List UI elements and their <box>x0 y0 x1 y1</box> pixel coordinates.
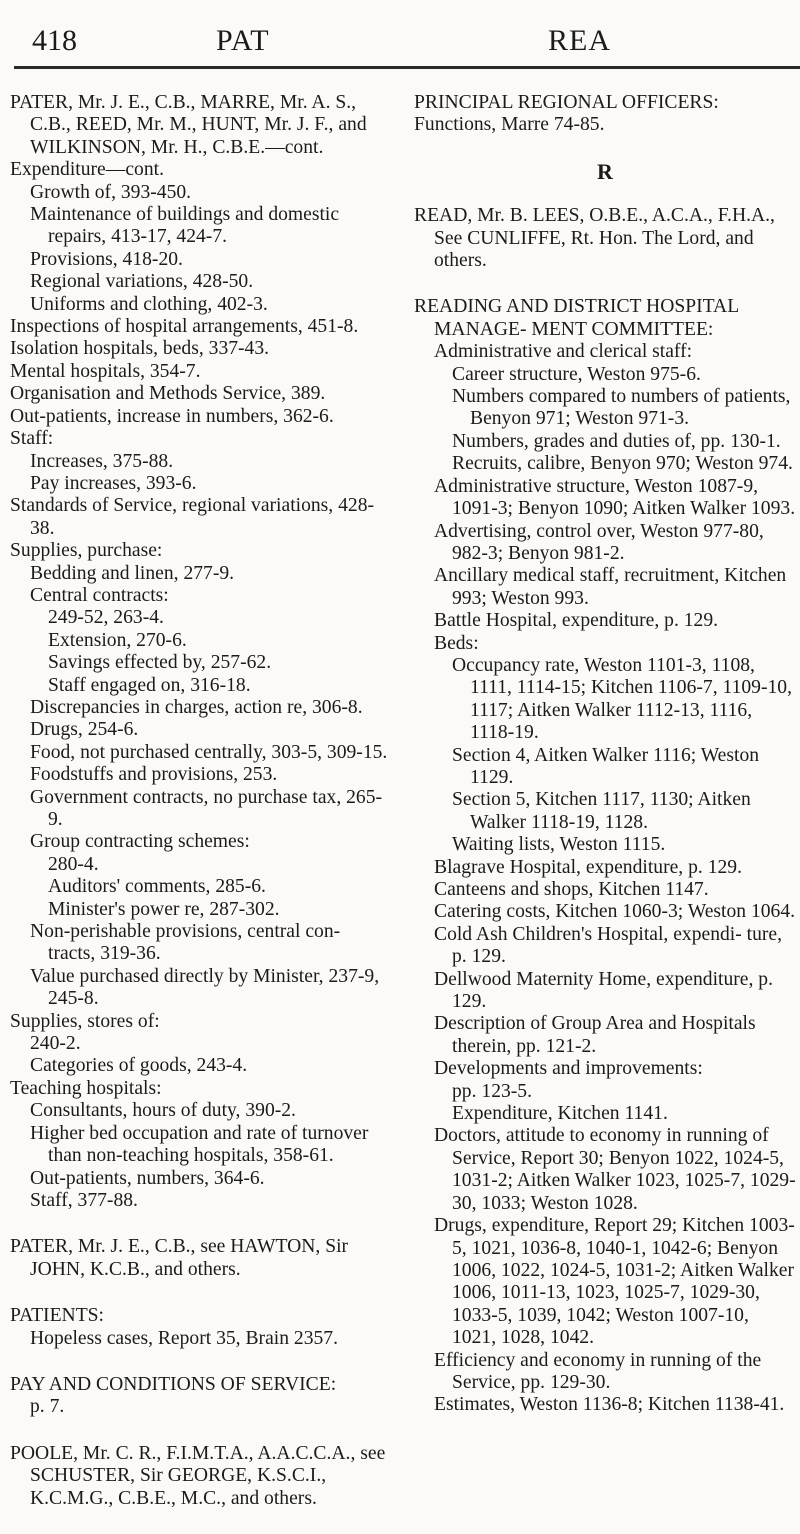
entry-heading: PAY AND CONDITIONS OF SERVICE: <box>10 1373 337 1395</box>
index-line: Teaching hospitals: <box>10 1077 162 1099</box>
index-line: Staff: <box>10 428 54 450</box>
index-line: Discrepancies in charges, action re, 306-8. <box>30 696 363 718</box>
index-line: Drugs, expenditure, Report 29; Kitchen 1003-5, 1021, 1036-8, 1040-1, 1042-6; Benyon 1006, 1022, 1024-5, 1031-2; Aitken Walker 1006, 1011-13, 1023, 1025-7, 1029-30, 1033-5, 1039, 1042; Weston 1007-10, 1021, 1028, 1042. <box>434 1215 795 1349</box>
index-line: Food, not purchased centrally, 303-5, 309-15. <box>30 741 388 763</box>
index-line: Growth of, 393-450. <box>30 181 192 203</box>
entry-text: READ, Mr. B. LEES, O.B.E., A.C.A., F.H.A., See CUNLIFFE, Rt. Hon. The Lord, and others. <box>414 205 775 272</box>
index-line: Savings effected by, 257-62. <box>48 652 272 674</box>
index-line: PATER, Mr. J. E., C.B., MARRE, Mr. A. S., C.B., REED, Mr. M., HUNT, Mr. J. F., and WILKINSON, Mr. H., C.B.E.—cont. <box>10 92 367 158</box>
index-line: Organisation and Methods Service, 389. <box>10 383 326 405</box>
section-letter: R <box>597 158 613 184</box>
index-line: Isolation hospitals, beds, 337-43. <box>10 338 270 360</box>
right-guide-word: REA <box>548 24 611 57</box>
index-line: Bedding and linen, 277-9. <box>30 562 235 584</box>
index-entry-poole <box>10 1443 388 1510</box>
index-line: Out-patients, increase in numbers, 362-6. <box>10 405 334 427</box>
index-line: 249-52, 263-4. <box>48 607 164 629</box>
index-line: Occupancy rate, Weston 1101-3, 1108, 1111, 1114-15; Kitchen 1106-7, 1109-10, 1117; Aitken Walker 1112-13, 1116, 1118-19. <box>452 654 792 744</box>
right-column <box>414 92 796 1441</box>
index-line: Administrative structure, Weston 1087-9, 1091-3; Benyon 1090; Aitken Walker 1093. <box>434 475 796 520</box>
index-line: Government contracts, no purchase tax, 265-9. <box>30 786 383 830</box>
index-line: Extension, 270-6. <box>48 629 187 651</box>
index-line: Standards of Service, regional variations, 428-38. <box>10 495 375 539</box>
index-line: Staff engaged on, 316-18. <box>48 674 251 696</box>
index-entry-reading <box>414 296 796 1416</box>
index-line: Categories of goods, 243-4. <box>30 1055 248 1077</box>
left-guide-word: PAT <box>216 24 270 57</box>
index-entry-read <box>414 205 796 272</box>
index-line: Beds: <box>434 632 479 654</box>
index-line: 240-2. <box>30 1033 81 1055</box>
index-line: Uniforms and clothing, 402-3. <box>30 293 268 315</box>
index-line: Estimates, Weston 1136-8; Kitchen 1138-41. <box>434 1394 785 1416</box>
index-line: Pay increases, 393-6. <box>30 472 197 494</box>
index-line: Supplies, purchase: <box>10 540 163 562</box>
index-line: Mental hospitals, 354-7. <box>10 360 201 382</box>
entry-text: POOLE, Mr. C. R., F.I.M.T.A., A.A.C.C.A., see SCHUSTER, Sir GEORGE, K.S.C.I., K.C.M.G., C.B.E., M.C., and others. <box>10 1442 386 1509</box>
index-line: Regional variations, 428-50. <box>30 271 254 293</box>
index-line: Drugs, 254-6. <box>30 719 139 741</box>
index-line: Provisions, 418-20. <box>30 248 183 270</box>
index-line: Advertising, control over, Weston 977-80, 982-3; Benyon 981-2. <box>434 520 764 564</box>
entry-subline: Functions, Marre 74-85. <box>414 114 605 136</box>
index-entry-pater-1 <box>10 92 388 1212</box>
index-line: Description of Group Area and Hospitals therein, pp. 121-2. <box>434 1013 756 1057</box>
index-line: Numbers compared to numbers of patients, Benyon 971; Weston 971-3. <box>452 386 791 430</box>
index-line: Recruits, calibre, Benyon 970; Weston 974. <box>452 453 793 475</box>
index-line: Consultants, hours of duty, 390-2. <box>30 1100 296 1122</box>
index-line: Cold Ash Children's Hospital, expendi- ture, p. 129. <box>434 923 783 968</box>
entry-heading: PRINCIPAL REGIONAL OFFICERS: <box>414 92 719 113</box>
index-line: pp. 123-5. <box>452 1080 533 1102</box>
index-line: Higher bed occupation and rate of turnover than non-teaching hospitals, 358-61. <box>30 1122 369 1167</box>
index-line: Waiting lists, Weston 1115. <box>452 834 666 856</box>
page-number: 418 <box>32 24 77 57</box>
index-line: Blagrave Hospital, expenditure, p. 129. <box>434 856 742 878</box>
header-rule <box>14 66 800 69</box>
index-line: Auditors' comments, 285-6. <box>48 876 266 898</box>
index-line: Foodstuffs and provisions, 253. <box>30 764 278 786</box>
index-line: Out-patients, numbers, 364-6. <box>30 1167 265 1189</box>
index-line: Ancillary medical staff, recruitment, Kitchen 993; Weston 993. <box>434 565 787 609</box>
index-line: Battle Hospital, expenditure, p. 129. <box>434 610 719 632</box>
index-line: Value purchased directly by Minister, 237-9, 245-8. <box>30 965 380 1010</box>
left-column <box>10 92 388 1534</box>
index-line: Efficiency and economy in running of the Service, pp. 129-30. <box>434 1349 762 1393</box>
index-line: Maintenance of buildings and domestic repairs, 413-17, 424-7. <box>30 204 340 248</box>
index-line: Supplies, stores of: <box>10 1010 160 1032</box>
index-line: Minister's power re, 287-302. <box>48 898 280 920</box>
entry-subline: p. 7. <box>30 1396 65 1418</box>
index-line: Career structure, Weston 975-6. <box>452 363 701 385</box>
index-line: READING AND DISTRICT HOSPITAL MANAGE- MENT COMMITTEE: <box>414 296 739 340</box>
index-line: Increases, 375-88. <box>30 450 174 472</box>
index-line: Expenditure, Kitchen 1141. <box>452 1103 668 1125</box>
index-line: Inspections of hospital arrangements, 451-8. <box>10 316 359 338</box>
index-entry-principal-regional-officers <box>414 92 796 137</box>
index-line: Non-perishable provisions, central con- tracts, 319-36. <box>30 921 341 965</box>
index-line: Section 4, Aitken Walker 1116; Weston 1129. <box>452 744 760 788</box>
index-line: Administrative and clerical staff: <box>434 341 693 363</box>
index-line: Catering costs, Kitchen 1060-3; Weston 1064. <box>434 901 796 923</box>
index-line: Numbers, grades and duties of, pp. 130-1. <box>452 430 781 452</box>
index-line: Canteens and shops, Kitchen 1147. <box>434 879 709 900</box>
entry-subline: Hopeless cases, Report 35, Brain 2357. <box>30 1327 338 1349</box>
page-header <box>0 0 800 62</box>
index-line: Central contracts: <box>30 584 169 606</box>
index-line: Expenditure—cont. <box>10 159 164 181</box>
index-line: Doctors, attitude to economy in running of Service, Report 30; Benyon 1022, 1024-5, 1031-2; Aitken Walker 1023, 1025-7, 1029-30, 1033; Weston 1028. <box>434 1125 796 1214</box>
entry-text: PATER, Mr. J. E., C.B., see HAWTON, Sir JOHN, K.C.B., and others. <box>10 1236 349 1280</box>
index-line: Section 5, Kitchen 1117, 1130; Aitken Walker 1118-19, 1128. <box>452 789 751 833</box>
index-line: Developments and improvements: <box>434 1058 703 1080</box>
index-line: Group contracting schemes: <box>30 831 250 853</box>
entry-heading: PATIENTS: <box>10 1305 104 1327</box>
index-line: 280-4. <box>48 853 99 875</box>
index-line: Staff, 377-88. <box>30 1189 138 1211</box>
index-line: Dellwood Maternity Home, expenditure, p. 129. <box>434 968 773 1013</box>
index-entry-patients <box>10 1305 388 1350</box>
index-entry-pater-2 <box>10 1236 388 1281</box>
